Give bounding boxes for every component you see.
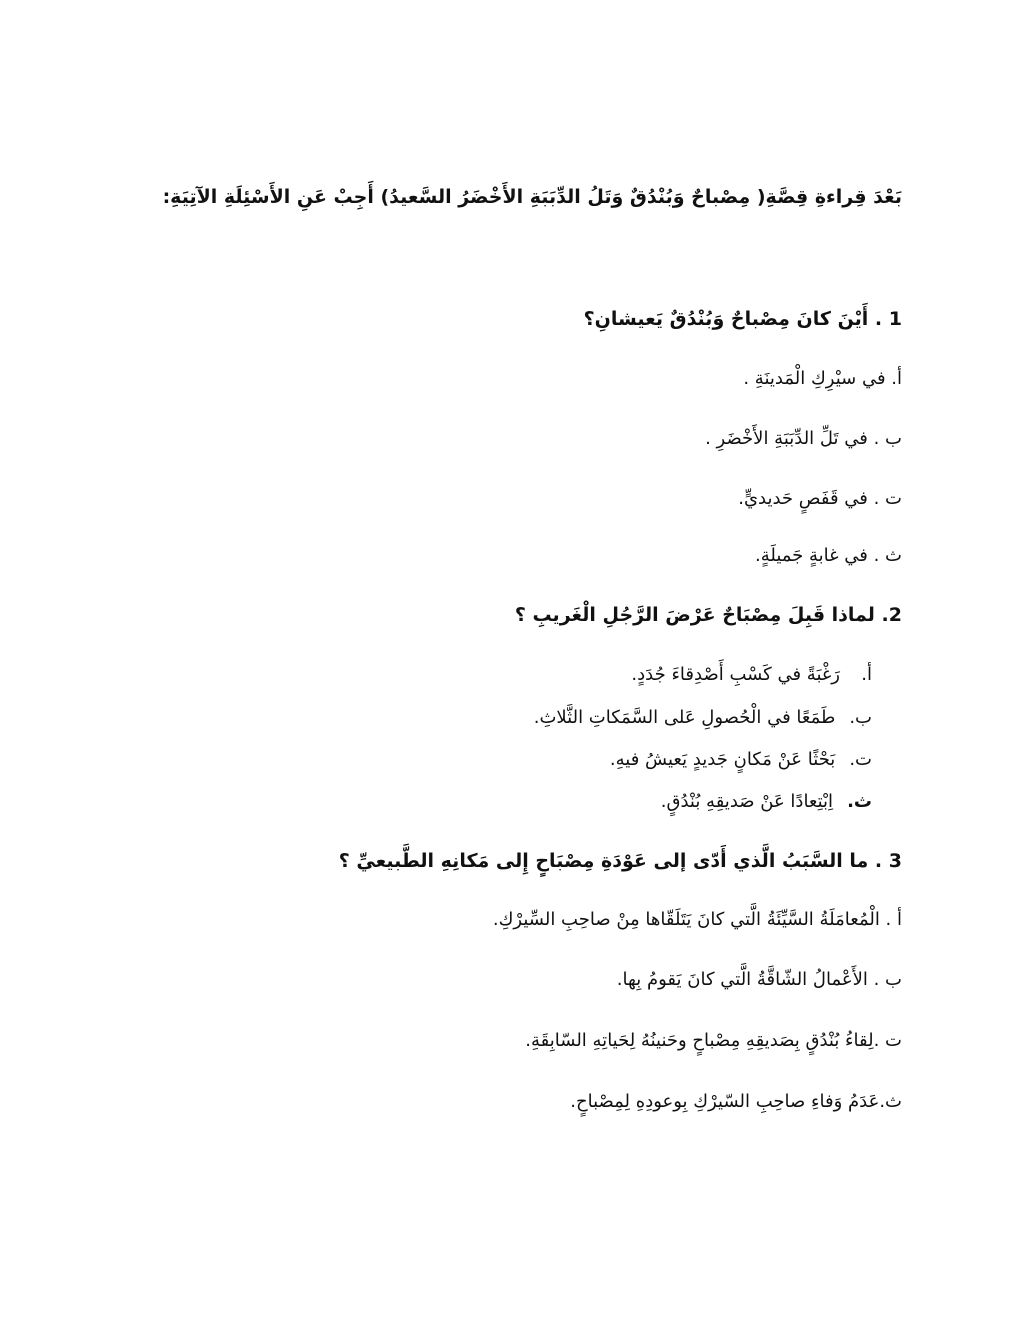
q2-option-d-marker: ث. bbox=[847, 791, 872, 812]
q2-option-c-text: بَحْثًا عَنْ مَكانٍ جَديدٍ يَعيشُ فيهِ. bbox=[609, 749, 836, 770]
q3-option-b: ب . الأَعْمالُ الشّاقَّةُ الَّتي كانَ يَقومُ بِها. bbox=[616, 969, 902, 990]
q3-option-a: أ . الْمُعامَلَةُ السَّيِّئَةُ الَّتي كانَ يَتَلَقّاها مِنْ صاحِبِ السِّيرْكِ. bbox=[492, 909, 902, 930]
q1-option-c: ت . في قَفَصٍ حَديديٍّ. bbox=[738, 488, 902, 509]
question-2: 2. لماذا قَبِلَ مِصْبَاحٌ عَرْضَ الرَّجُلِ الْغَريبِ ؟ bbox=[514, 604, 902, 626]
q1-option-d: ث . في غابةٍ جَميلَةٍ. bbox=[754, 545, 902, 566]
q3-option-c: ت .لِقاءُ بُنْدُقٍ بِصَديقِهِ مِصْباحٍ وحَنينُهُ لِحَياتِهِ السّابِقَةِ. bbox=[525, 1030, 902, 1051]
q2-option-a-marker: أ. bbox=[861, 664, 872, 685]
q2-option-d-text: اِبْتِعادًا عَنْ صَديقِهِ بُنْدُقٍ. bbox=[660, 791, 834, 812]
q2-option-b-marker: ب. bbox=[849, 707, 872, 728]
q2-option-a-text: رَغْبَةً في كَسْبِ أَصْدِقاءَ جُدَدٍ. bbox=[631, 664, 840, 685]
q2-option-b-text: طَمَعًا في الْحُصولِ عَلى السَّمَكاتِ الثَّلاثِ. bbox=[533, 707, 836, 728]
q3-option-d: ث.عَدَمُ وَفاءِ صاحِبِ السّيرْكِ بِوعودِهِ لِمِصْباحٍ. bbox=[570, 1091, 902, 1112]
q2-option-a bbox=[631, 660, 872, 690]
q2-option-d bbox=[661, 787, 872, 817]
question-3: 3 . ما السَّبَبُ الَّذي أَدّى إلى عَوْدَةِ مِصْبَاحٍ إِلى مَكانِهِ الطَّبيعيِّ ؟ bbox=[338, 850, 902, 872]
instruction-heading: بَعْدَ قِراءةِ قِصَّةِ( مِصْباحٌ وَبُنْدُقٌ وَتَلُ الدِّبَبَةِ الأَخْضَرُ السَّعيدُ) أَجِبْ عَنِ الأَسْئِلَةِ الآتِيَةِ: bbox=[162, 186, 902, 208]
q1-option-a: أ. في سيْرِكِ الْمَدينَةِ . bbox=[743, 368, 902, 389]
q1-option-b: ب . في تَلِّ الدِّبَبَةِ الأَخْضَرِ . bbox=[705, 428, 902, 449]
question-1: 1 . أَيْنَ كانَ مِصْباحٌ وَبُنْدُقٌ يَعيشانِ؟ bbox=[583, 308, 902, 330]
q2-option-c-marker: ت. bbox=[849, 749, 872, 770]
q2-option-b bbox=[534, 703, 872, 733]
q2-option-c bbox=[610, 745, 872, 775]
